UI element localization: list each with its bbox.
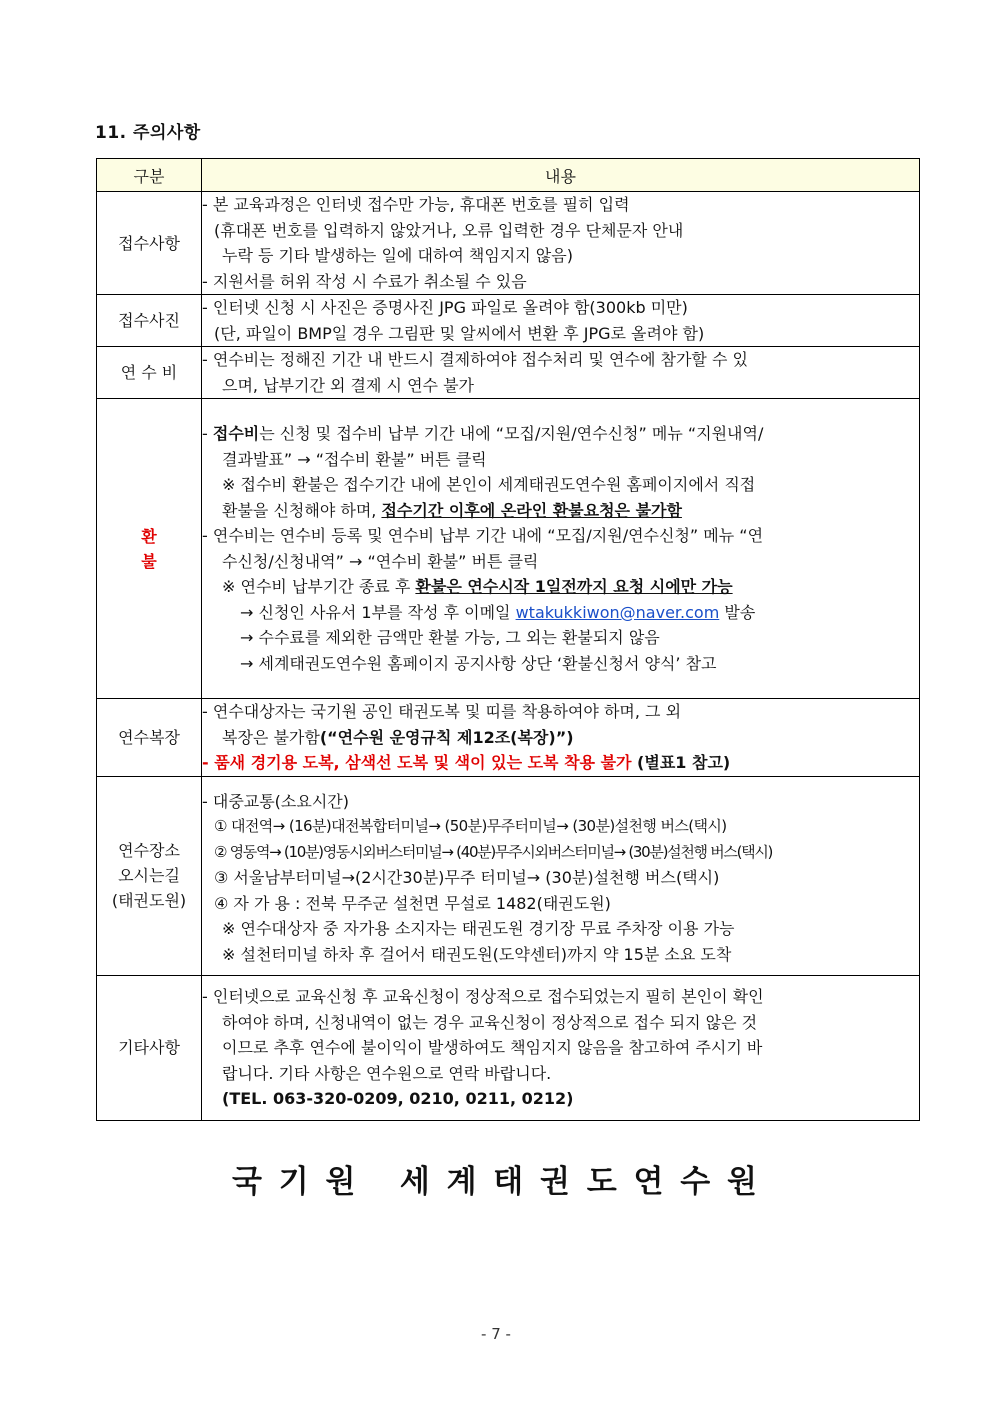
table-row-location (97, 776, 920, 976)
text-line: 으며, 납부기간 외 결제 시 연수 불가 (222, 375, 474, 395)
bold-text: (별표1 참고) (631, 753, 731, 772)
category-cell: 연 수 비 (97, 347, 202, 399)
text-span: 발송 (719, 602, 756, 622)
category-line: (태권도원) (111, 891, 187, 911)
text-line: ※ 설천터미널 하차 후 걸어서 태권도원(도약센터)까지 약 15분 소요 도착 (222, 944, 732, 964)
text-line: - 본 교육과정은 인터넷 접수만 가능, 휴대폰 번호를 필히 입력 (202, 195, 630, 214)
content-cell (202, 295, 920, 347)
text-line (202, 421, 919, 447)
table-row-etc (97, 976, 920, 1121)
text-line: - 연수비는 정해진 기간 내 반드시 결제하여야 접수처리 및 연수에 참가할 수 있 (202, 350, 748, 369)
text-line: 결과발표” → “접수비 환불” 버튼 클릭 (222, 449, 487, 469)
route-line: ② 영동역→ (10분)영동시외버스터미널→ (40분)무주시외버스터미널→ (30분)설천행 버스(택시) (214, 842, 773, 861)
bold-text: 접수비 (212, 424, 260, 443)
text-line: - 인터넷으로 교육신청 후 교육신청이 정상적으로 접수되었는지 필히 본인이 확인 (202, 987, 764, 1006)
category-line: 오시는길 (118, 866, 180, 886)
table-header-row (97, 159, 920, 192)
category-cell: 환불 (97, 399, 202, 699)
text-line: - 연수대상자는 국기원 공인 태권도복 및 띠를 착용하여야 하며, 그 외 (202, 702, 682, 721)
route-line: ③ 서울남부터미널→(2시간30분)무주 터미널→ (30분)설천행 버스(택시) (214, 868, 720, 887)
text-line: - 인터넷 신청 시 사진은 증명사진 JPG 파일로 올려야 함(300kb 미만) (202, 298, 688, 317)
section-title: 11. 주의사항 (95, 123, 201, 143)
red-bold-text: - 품새 경기용 도복, 삼색선 도복 및 색이 있는 도복 착용 불가 (202, 753, 632, 772)
organization-name (0, 1156, 992, 1201)
route-line: ④ 자 가 용 : 전북 무주군 설천면 무설로 1482(태권도원) (214, 893, 611, 913)
text-line: (휴대폰 번호를 입력하지 않았거나, 오류 입력한 경우 단체문자 안내 (214, 220, 684, 240)
category-cell (97, 776, 202, 976)
table-row-uniform (97, 699, 920, 777)
table-row-photo (97, 295, 920, 347)
table-row-refund (97, 399, 920, 699)
page-number: - 7 - (481, 1325, 511, 1343)
text-line (202, 574, 919, 600)
text-line: 랍니다. 기타 사항은 연수원으로 연락 바랍니다. (222, 1063, 552, 1083)
table-row-fee (97, 347, 920, 399)
category-cell: 기타사항 (97, 976, 202, 1121)
text-line: → 세계태권도연수원 홈페이지 공지사항 상단 ‘환불신청서 양식’ 참고 (240, 653, 717, 673)
text-line: 이므로 추후 연수에 불이익이 발생하여도 책임지지 않음을 참고하여 주시기 바 (222, 1038, 763, 1057)
category-cell: 접수사항 (97, 192, 202, 295)
category-cell: 접수사진 (97, 295, 202, 347)
header-category: 구분 (97, 159, 202, 192)
category-line: 연수장소 (118, 841, 180, 861)
text-line: 누락 등 기타 발생하는 일에 대하여 책임지지 않음) (222, 246, 573, 265)
content-cell (202, 776, 920, 976)
text-line: - 연수비는 연수비 등록 및 연수비 납부 기간 내에 “모집/지원/연수신청” 메뉴 “연 (202, 526, 764, 545)
content-cell (202, 699, 920, 777)
organization-text: 국 기 원 세 계 태 권 도 연 수 원 (232, 1164, 760, 1200)
text-line: 수신청/신청내역” → “연수비 환불” 버튼 클릭 (222, 551, 539, 571)
text-line: ※ 연수대상자 중 자가용 소지자는 태권도원 경기장 무료 주차장 이용 가능 (222, 919, 735, 938)
text-span: → 신청인 사유서 1부를 작성 후 이메일 (240, 602, 516, 622)
route-line: ① 대전역→ (16분)대전복합터미널→ (50분)무주터미널→ (30분)설천행 버스(택시) (214, 817, 727, 835)
text-span: ※ 연수비 납부기간 종료 후 (222, 577, 416, 596)
bold-underlined-text: 접수기간 이후에 온라인 환불요청은 불가함 (381, 500, 682, 520)
text-span: 복장은 불가함 (222, 727, 320, 747)
content-cell (202, 399, 920, 699)
email-link[interactable]: wtakukkiwon@naver.com (515, 602, 720, 622)
phone-numbers: (TEL. 063-320-0209, 0210, 0211, 0212) (222, 1089, 574, 1108)
text-line: - 대중교통(소요시간) (202, 791, 349, 811)
category-cell: 연수복장 (97, 699, 202, 777)
text-line (202, 498, 919, 524)
text-line: 하여야 하며, 신청내역이 없는 경우 교육신청이 정상적으로 접수 되지 않은 것 (222, 1012, 758, 1032)
text-line (202, 725, 919, 751)
text-span: - (202, 424, 213, 443)
text-line: ※ 접수비 환불은 접수기간 내에 본인이 세계태권도연수원 홈페이지에서 직접 (222, 475, 756, 494)
content-cell (202, 976, 920, 1121)
text-line (202, 600, 919, 626)
table-row-reception (97, 192, 920, 295)
bold-text: (“연수원 운영규칙 제12조(복장)”) (319, 727, 574, 747)
text-span: 는 신청 및 접수비 납부 기간 내에 “모집/지원/연수신청” 메뉴 “지원내역/ (259, 424, 764, 443)
text-line: → 수수료를 제외한 금액만 환불 가능, 그 외는 환불되지 않음 (240, 628, 660, 647)
text-line: - 지원서를 허위 작성 시 수료가 취소될 수 있음 (202, 271, 527, 291)
header-content: 내용 (202, 159, 920, 192)
content-cell (202, 347, 920, 399)
bold-underlined-text: 환불은 연수시작 1일전까지 요청 시에만 가능 (415, 577, 733, 596)
text-line (202, 750, 919, 776)
text-span: 환불을 신청해야 하며, (222, 500, 382, 520)
text-line: (단, 파일이 BMP일 경우 그림판 및 알씨에서 변환 후 JPG로 올려야 함) (214, 323, 705, 343)
notice-table (96, 158, 920, 1121)
content-cell (202, 192, 920, 295)
